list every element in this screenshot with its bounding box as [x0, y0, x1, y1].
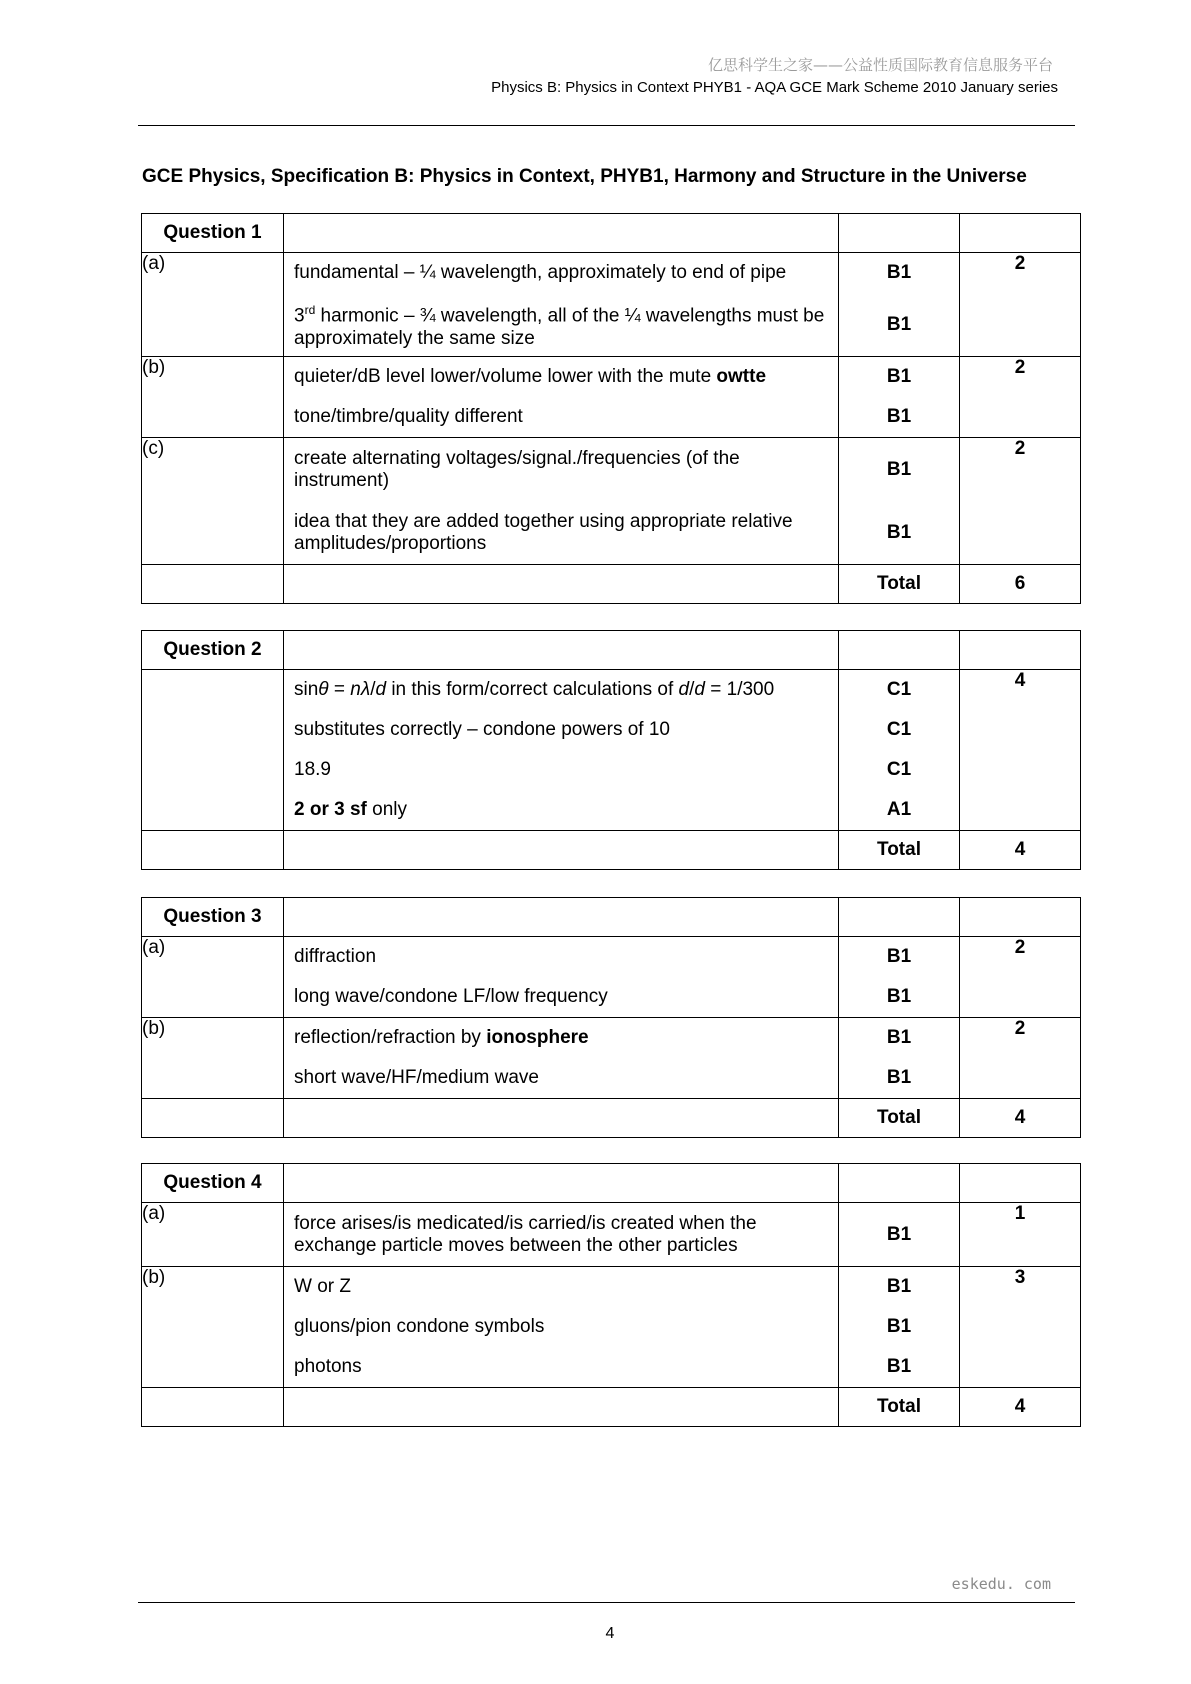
question-2-table: [141, 630, 1081, 870]
page-title: GCE Physics, Specification B: Physics in Context, PHYB1, Harmony and Structure in the Universe: [142, 166, 1027, 187]
mark-code: A1: [886, 799, 912, 820]
mark-point: 18.9: [294, 759, 331, 780]
part-label: (b): [142, 357, 284, 438]
question-total: 4: [960, 1099, 1081, 1138]
part-label: (a): [142, 1203, 284, 1267]
mark-code: B1: [886, 262, 912, 283]
total-row: [142, 565, 1081, 604]
mark-point: diffraction: [294, 946, 377, 967]
table-row: [142, 670, 1081, 831]
mark-point: quieter/dB level lower/volume lower with the mute owtte: [294, 366, 767, 387]
mark-point: 3rd harmonic – ¾ wavelength, all of the ¼ wavelengths must be approximately the same size: [294, 303, 825, 349]
page-number: 4: [605, 1625, 615, 1642]
part-total: 4: [960, 670, 1081, 831]
part-label: (a): [142, 937, 284, 1018]
mark-code: B1: [886, 946, 912, 967]
part-total: 2: [960, 937, 1081, 1018]
table-row: [142, 253, 1081, 357]
mark-code: B1: [886, 1027, 912, 1048]
mark-code: B1: [886, 1223, 912, 1245]
total-label: Total: [839, 1388, 960, 1427]
mark-point: short wave/HF/medium wave: [294, 1067, 539, 1088]
table-row: [142, 1267, 1081, 1388]
footer-rule: [138, 1602, 1075, 1603]
part-label: (b): [142, 1267, 284, 1388]
mark-point: gluons/pion condone symbols: [294, 1316, 545, 1337]
total-row: [142, 1388, 1081, 1427]
part-total: 2: [960, 357, 1081, 438]
question-total: 4: [960, 831, 1081, 870]
mark-point: substitutes correctly – condone powers of 10: [294, 719, 670, 740]
mark-code: B1: [886, 986, 912, 1007]
mark-code: B1: [886, 1356, 912, 1377]
mark-code: B1: [886, 313, 912, 335]
footer-logo-text: eskedu. com: [951, 1575, 1051, 1593]
table-row: [142, 937, 1081, 1018]
part-total: 2: [960, 253, 1081, 357]
header-chinese-text: 亿思科学生之家——公益性质国际教育信息服务平台: [707, 56, 1053, 74]
mark-point: force arises/is medicated/is carried/is created when the exchange particle moves between the other particles: [294, 1212, 757, 1256]
mark-point: long wave/condone LF/low frequency: [294, 986, 608, 1007]
total-label: Total: [839, 831, 960, 870]
table-row: [142, 438, 1081, 565]
total-row: [142, 1099, 1081, 1138]
table-row: [142, 1018, 1081, 1099]
part-label: (c): [142, 438, 284, 565]
question-3-title: Question 3: [142, 898, 284, 937]
part-label: (b): [142, 1018, 284, 1099]
question-total: 4: [960, 1388, 1081, 1427]
mark-code: B1: [886, 521, 912, 543]
mark-point: create alternating voltages/signal./frequencies (of the instrument): [294, 447, 740, 491]
mark-code: B1: [886, 1276, 912, 1297]
mark-point: fundamental – ¼ wavelength, approximately to end of pipe: [294, 262, 787, 283]
header-rule: [138, 125, 1075, 126]
mark-code: B1: [886, 458, 912, 480]
part-total: 2: [960, 438, 1081, 565]
part-label: (a): [142, 253, 284, 357]
total-label: Total: [839, 1099, 960, 1138]
mark-point: tone/timbre/quality different: [294, 406, 523, 427]
question-total: 6: [960, 565, 1081, 604]
question-4-table: [141, 1163, 1081, 1427]
part-total: 2: [960, 1018, 1081, 1099]
mark-point: idea that they are added together using appropriate relative amplitudes/proportions: [294, 510, 793, 554]
question-2-title: Question 2: [142, 631, 284, 670]
question-4-title: Question 4: [142, 1164, 284, 1203]
part-total: 1: [960, 1203, 1081, 1267]
question-3-table: [141, 897, 1081, 1138]
table-row: [142, 357, 1081, 438]
question-1-title: Question 1: [142, 214, 284, 253]
total-label: Total: [839, 565, 960, 604]
mark-code: B1: [886, 1067, 912, 1088]
total-row: [142, 831, 1081, 870]
mark-point: reflection/refraction by ionosphere: [294, 1027, 589, 1048]
mark-point: sinθ = nλ/d in this form/correct calculations of d/d = 1/300: [294, 679, 775, 700]
part-total: 3: [960, 1267, 1081, 1388]
mark-point: 2 or 3 sf only: [294, 799, 408, 820]
header-document-title: Physics B: Physics in Context PHYB1 - AQA GCE Mark Scheme 2010 January series: [491, 79, 1058, 96]
table-row: [142, 1203, 1081, 1267]
mark-code: B1: [886, 1316, 912, 1337]
mark-code: C1: [886, 679, 912, 700]
mark-code: B1: [886, 406, 912, 427]
mark-point: photons: [294, 1356, 362, 1377]
mark-code: B1: [886, 366, 912, 387]
question-1-table: [141, 213, 1081, 604]
mark-code: C1: [886, 759, 912, 780]
mark-code: C1: [886, 719, 912, 740]
mark-point: W or Z: [294, 1276, 351, 1297]
